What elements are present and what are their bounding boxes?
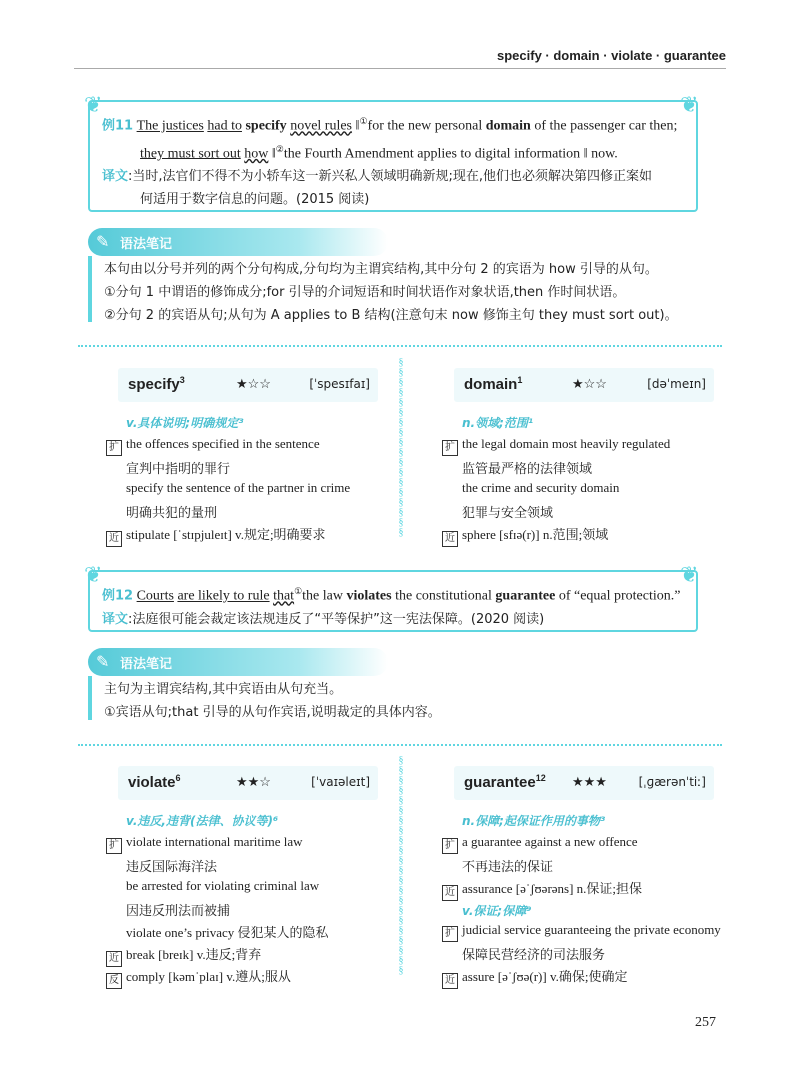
headword: specify$^3$: [128, 375, 185, 393]
text: of the passenger car then;: [534, 118, 678, 134]
corner-ornament-icon: ❦: [680, 562, 699, 587]
headword: guarantee$^{12}$: [464, 773, 546, 791]
word-card-guarantee: [454, 766, 714, 800]
near-tag: 近: [106, 531, 122, 547]
note-line: ①宾语从句;that 引导的从句作宾语,说明裁定的具体内容。: [104, 705, 441, 720]
header-rule: [74, 68, 726, 69]
object-clause-word: how: [244, 146, 269, 162]
entry-line: 扩 a guarantee against a new offence: [442, 834, 638, 854]
pen-icon: ✎: [96, 654, 110, 671]
entry-line: specify the sentence of the partner in crime: [126, 480, 351, 495]
section-divider: [78, 345, 722, 347]
note-line: ①分句 1 中谓语的修饰成分;for 引导的介词短语和时间状语作对象状语,then 作时间状语。: [104, 285, 626, 300]
part-of-speech: v.违反,违背(法律、协议等)⁶: [126, 814, 279, 828]
entry-line: be arrested for violating criminal law: [126, 878, 320, 893]
entry-line: 宣判中指明的罪行: [126, 462, 231, 477]
entry-line: 近 break [breɪk] v.违反;背弃: [106, 944, 261, 967]
phonetic: [ˌɡærənˈtiː]: [638, 775, 706, 789]
example-12-translation: 译文:法庭很可能会裁定该法规违反了“平等保护”这一宪法保障。(2020 阅读): [102, 611, 545, 627]
corner-ornament-icon: ❦: [680, 92, 699, 117]
star-rating: ★☆☆: [572, 376, 607, 391]
phonetic: [ˈspesɪfaɪ]: [309, 377, 370, 391]
keyword-guarantee: guarantee: [495, 588, 556, 604]
grammar-note-body: [104, 678, 704, 724]
word-card-domain: [454, 368, 714, 402]
corner-ornament-icon: ❦: [84, 92, 103, 117]
entry-line: 近 assurance [əˈʃʊərəns] n.保证;担保: [442, 878, 642, 901]
near-tag: 近: [442, 973, 458, 989]
extend-tag: 扩: [442, 440, 458, 456]
example-11-translation: 译文:当时,法官们不得不为小轿车这一新兴私人领域明确新规;现在,他们也必须解决第四修正案如: [102, 169, 653, 185]
part-of-speech: n.保障;起保证作用的事物³: [462, 814, 606, 828]
entry-line: 明确共犯的量刑: [126, 506, 218, 521]
entry-line: 近 sphere [sfɪə(r)] n.范围;领域: [442, 524, 608, 547]
object: novel rules: [290, 118, 353, 134]
translation-label: 译文: [102, 611, 129, 627]
page-number: 257: [695, 1015, 716, 1030]
star-rating: ★★☆: [236, 774, 271, 789]
example-label: 例11: [102, 118, 134, 134]
near-tag: 近: [442, 885, 458, 901]
keyword-specify: specify: [245, 118, 287, 134]
entry-line: the crime and security domain: [462, 480, 620, 495]
section-divider: [78, 744, 722, 746]
entry-line: 扩 violate international maritime law: [106, 834, 303, 854]
example-11-line-1: 例11 The justices had to specify novel rules ‖①for the new personal domain of the passenger car then;: [102, 116, 678, 134]
part-of-speech: v.具体说明;明确规定³: [126, 416, 244, 430]
note-bar: [88, 256, 92, 322]
grammar-note-body: [104, 258, 704, 327]
antonym-tag: 反: [106, 973, 122, 989]
entry-line: 违反国际海洋法: [126, 860, 218, 875]
entry-line: 因违反刑法而被捕: [126, 904, 231, 919]
subject: Courts: [136, 588, 174, 604]
example-label: 例12: [102, 588, 134, 604]
star-rating: ★☆☆: [236, 376, 271, 391]
extend-tag: 扩: [442, 838, 458, 854]
near-tag: 近: [442, 531, 458, 547]
grammar-note-label: 语法笔记: [120, 237, 173, 252]
extend-tag: 扩: [106, 440, 122, 456]
example-11-line-2: they must sort out how ‖②the Fourth Amendment applies to digital information ‖ now.: [140, 143, 618, 162]
translation-text: 当时,法官们不得不为小轿车这一新兴私人领域明确新规;现在,他们也必须解决第四修正案如: [132, 169, 653, 185]
note-line: ②分句 2 的宾语从句;从句为 A applies to B 结构(注意句末 now 修饰主句 they must sort out)。: [104, 308, 678, 323]
note-line: 本句由以分号并列的两个分句构成,分句均为主谓宾结构,其中分句 2 的宾语为 how 引导的从句。: [104, 262, 658, 277]
star-rating: ★★★: [572, 774, 607, 789]
example-11-box: [84, 92, 699, 212]
text: of “equal protection.”: [558, 588, 681, 604]
running-header: specify · domain · violate · guarantee: [497, 48, 726, 63]
entry-line: 近 assure [əˈʃʊə(r)] v.确保;使确定: [442, 966, 627, 989]
grammar-note-label: 语法笔记: [120, 657, 173, 672]
entry-line: 近 stipulate [ˈstɪpjuleɪt] v.规定;明确要求: [106, 524, 326, 547]
vertical-ornament: § § § § § § § § § § § § § § § § § § § § § §: [398, 755, 404, 976]
phonetic: [dəˈmeɪn]: [647, 377, 706, 391]
entry-line: 扩 the offences specified in the sentence: [106, 436, 320, 456]
conjunction: that: [273, 588, 295, 604]
corner-ornament-icon: ❦: [84, 562, 103, 587]
entry-line: 监管最严格的法律领域: [462, 462, 593, 477]
headword: violate$^6$: [128, 773, 181, 791]
keyword-violates: violates: [346, 588, 392, 604]
text: for the new personal: [367, 118, 483, 134]
grammar-note-title: [88, 648, 388, 676]
entry-line: 反 comply [kəmˈplaɪ] v.遵从;服从: [106, 966, 291, 989]
entry-line: 扩 the legal domain most heavily regulated: [442, 436, 670, 456]
entry-line: 犯罪与安全领域: [462, 506, 554, 521]
headword: domain$^1$: [464, 375, 523, 393]
note-line: 主句为主谓宾结构,其中宾语由从句充当。: [104, 682, 343, 697]
predicate: are likely to rule: [177, 588, 270, 604]
word-card-violate: [118, 766, 378, 800]
vertical-ornament: § § § § § § § § § § § § § § § § § §: [398, 357, 404, 538]
near-tag: 近: [106, 951, 122, 967]
example-12-line-1: 例12 Courts are likely to rule that①the law violates the constitutional guarantee of “equal protection.”: [102, 586, 681, 604]
translation-text-2: 何适用于数字信息的问题。(2015 阅读): [140, 192, 370, 208]
part-of-speech: v.保证;保障⁹: [462, 904, 532, 918]
entry-line: 不再违法的保证: [462, 860, 554, 875]
word-card-specify: [118, 368, 378, 402]
text: the law: [302, 588, 343, 604]
modal: had to: [207, 118, 242, 134]
example-12-box: [84, 562, 699, 632]
translation-label: 译文: [102, 169, 129, 185]
extend-tag: 扩: [442, 926, 458, 942]
entry-line: 保障民营经济的司法服务: [462, 948, 606, 963]
entry-line: violate one’s privacy 侵犯某人的隐私: [126, 925, 329, 940]
phonetic: [ˈvaɪəleɪt]: [311, 775, 370, 789]
part-of-speech: n.领域;范围¹: [462, 416, 534, 430]
text: the Fourth Amendment applies to digital information ‖ now.: [283, 146, 618, 162]
extend-tag: 扩: [106, 838, 122, 854]
clause: they must sort out: [140, 146, 241, 162]
keyword-domain: domain: [485, 118, 531, 134]
note-bar: [88, 676, 92, 720]
grammar-note-title: [88, 228, 388, 256]
translation-text: 法庭很可能会裁定该法规违反了“平等保护”这一宪法保障。(2020 阅读): [132, 611, 545, 627]
pen-icon: ✎: [96, 234, 110, 251]
text: the constitutional: [395, 588, 492, 604]
subject: The justices: [136, 118, 204, 134]
entry-line: 扩 judicial service guaranteeing the private economy: [442, 922, 721, 942]
